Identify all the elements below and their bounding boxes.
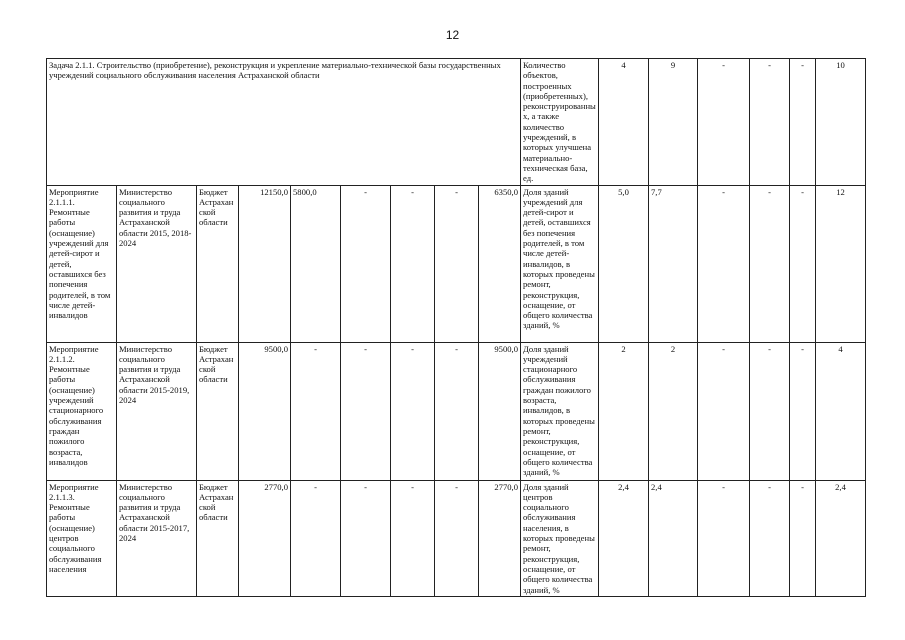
indicator-value: - bbox=[750, 185, 790, 342]
measure-indicator: Доля зданий учреждений стационарного обслуживания граждан пожилого возраста, инвалидов, в которых проведены ремонт, реконструкция, оснащение, от общего количества зданий, % bbox=[521, 342, 599, 480]
finance-cell: 9500,0 bbox=[479, 342, 521, 480]
indicator-value: 2,4 bbox=[816, 480, 866, 596]
page-number: 12 bbox=[445, 28, 460, 42]
finance-cell: - bbox=[391, 185, 435, 342]
finance-cell: 12150,0 bbox=[239, 185, 291, 342]
indicator-value: - bbox=[790, 480, 816, 596]
program-table bbox=[46, 58, 866, 597]
task-value: - bbox=[698, 59, 750, 186]
task-value: - bbox=[790, 59, 816, 186]
indicator-value: - bbox=[698, 185, 750, 342]
finance-cell: - bbox=[341, 185, 391, 342]
measure-indicator: Доля зданий учреждений для детей-сирот и детей, оставшихся без попечения родителей, в том числе детей-инвалидов, в которых проведены ремонт, реконструкция, оснащение, от общего количества зданий, % bbox=[521, 185, 599, 342]
table-row bbox=[47, 480, 866, 596]
measure-source: Бюджет Астраханской области bbox=[197, 480, 239, 596]
table-row bbox=[47, 342, 866, 480]
task-title: Задача 2.1.1. Строительство (приобретение), реконструкция и укрепление материально-технической базы государственных учреждений социального обслуживания населения Астраханской области bbox=[47, 59, 521, 186]
finance-cell: - bbox=[391, 342, 435, 480]
finance-cell: 9500,0 bbox=[239, 342, 291, 480]
finance-cell: 5800,0 bbox=[291, 185, 341, 342]
table-row bbox=[47, 185, 866, 342]
measure-executor: Министерство социального развития и труда Астраханской области 2015, 2018-2024 bbox=[117, 185, 197, 342]
measure-indicator: Доля зданий центров социального обслуживания населения, в которых проведены ремонт, реконструкция, оснащение, от общего количества зданий, % bbox=[521, 480, 599, 596]
measure-source: Бюджет Астраханской области bbox=[197, 185, 239, 342]
finance-cell: - bbox=[435, 185, 479, 342]
indicator-value: 2 bbox=[599, 342, 649, 480]
indicator-value: - bbox=[750, 342, 790, 480]
finance-cell: - bbox=[291, 342, 341, 480]
finance-cell: 6350,0 bbox=[479, 185, 521, 342]
indicator-value: 5,0 bbox=[599, 185, 649, 342]
finance-cell: - bbox=[341, 480, 391, 596]
indicator-value: - bbox=[698, 480, 750, 596]
finance-cell: - bbox=[291, 480, 341, 596]
indicator-value: 2,4 bbox=[649, 480, 698, 596]
measure-name: Мероприятие 2.1.1.3. Ремонтные работы (оснащение) центров социального обслуживания населения bbox=[47, 480, 117, 596]
indicator-value: - bbox=[750, 480, 790, 596]
indicator-value: - bbox=[790, 185, 816, 342]
indicator-value: 7,7 bbox=[649, 185, 698, 342]
measure-executor: Министерство социального развития и труда Астраханской области 2015-2019, 2024 bbox=[117, 342, 197, 480]
finance-cell: 2770,0 bbox=[479, 480, 521, 596]
finance-cell: - bbox=[435, 342, 479, 480]
indicator-value: 2 bbox=[649, 342, 698, 480]
finance-cell: 2770,0 bbox=[239, 480, 291, 596]
task-value: 4 bbox=[599, 59, 649, 186]
measure-name: Мероприятие 2.1.1.1. Ремонтные работы (оснащение) учреждений для детей-сирот и детей, оставшихся без попечения родителей, в том числе детей-инвалидов bbox=[47, 185, 117, 342]
task-indicator: Количество объектов, построенных (приобретенных), реконструированных, а также количество учреждений, в которых улучшена материально-техническая база, ед. bbox=[521, 59, 599, 186]
indicator-value: 12 bbox=[816, 185, 866, 342]
finance-cell: - bbox=[391, 480, 435, 596]
measure-executor: Министерство социального развития и труда Астраханской области 2015-2017, 2024 bbox=[117, 480, 197, 596]
finance-cell: - bbox=[435, 480, 479, 596]
measure-source: Бюджет Астраханской области bbox=[197, 342, 239, 480]
finance-cell: - bbox=[341, 342, 391, 480]
task-value: 9 bbox=[649, 59, 698, 186]
indicator-value: - bbox=[790, 342, 816, 480]
indicator-value: 2,4 bbox=[599, 480, 649, 596]
indicator-value: - bbox=[698, 342, 750, 480]
measure-name: Мероприятие 2.1.1.2. Ремонтные работы (оснащение) учреждений стационарного обслуживания граждан пожилого возраста, инвалидов bbox=[47, 342, 117, 480]
task-row bbox=[47, 59, 866, 186]
task-value: 10 bbox=[816, 59, 866, 186]
indicator-value: 4 bbox=[816, 342, 866, 480]
task-value: - bbox=[750, 59, 790, 186]
